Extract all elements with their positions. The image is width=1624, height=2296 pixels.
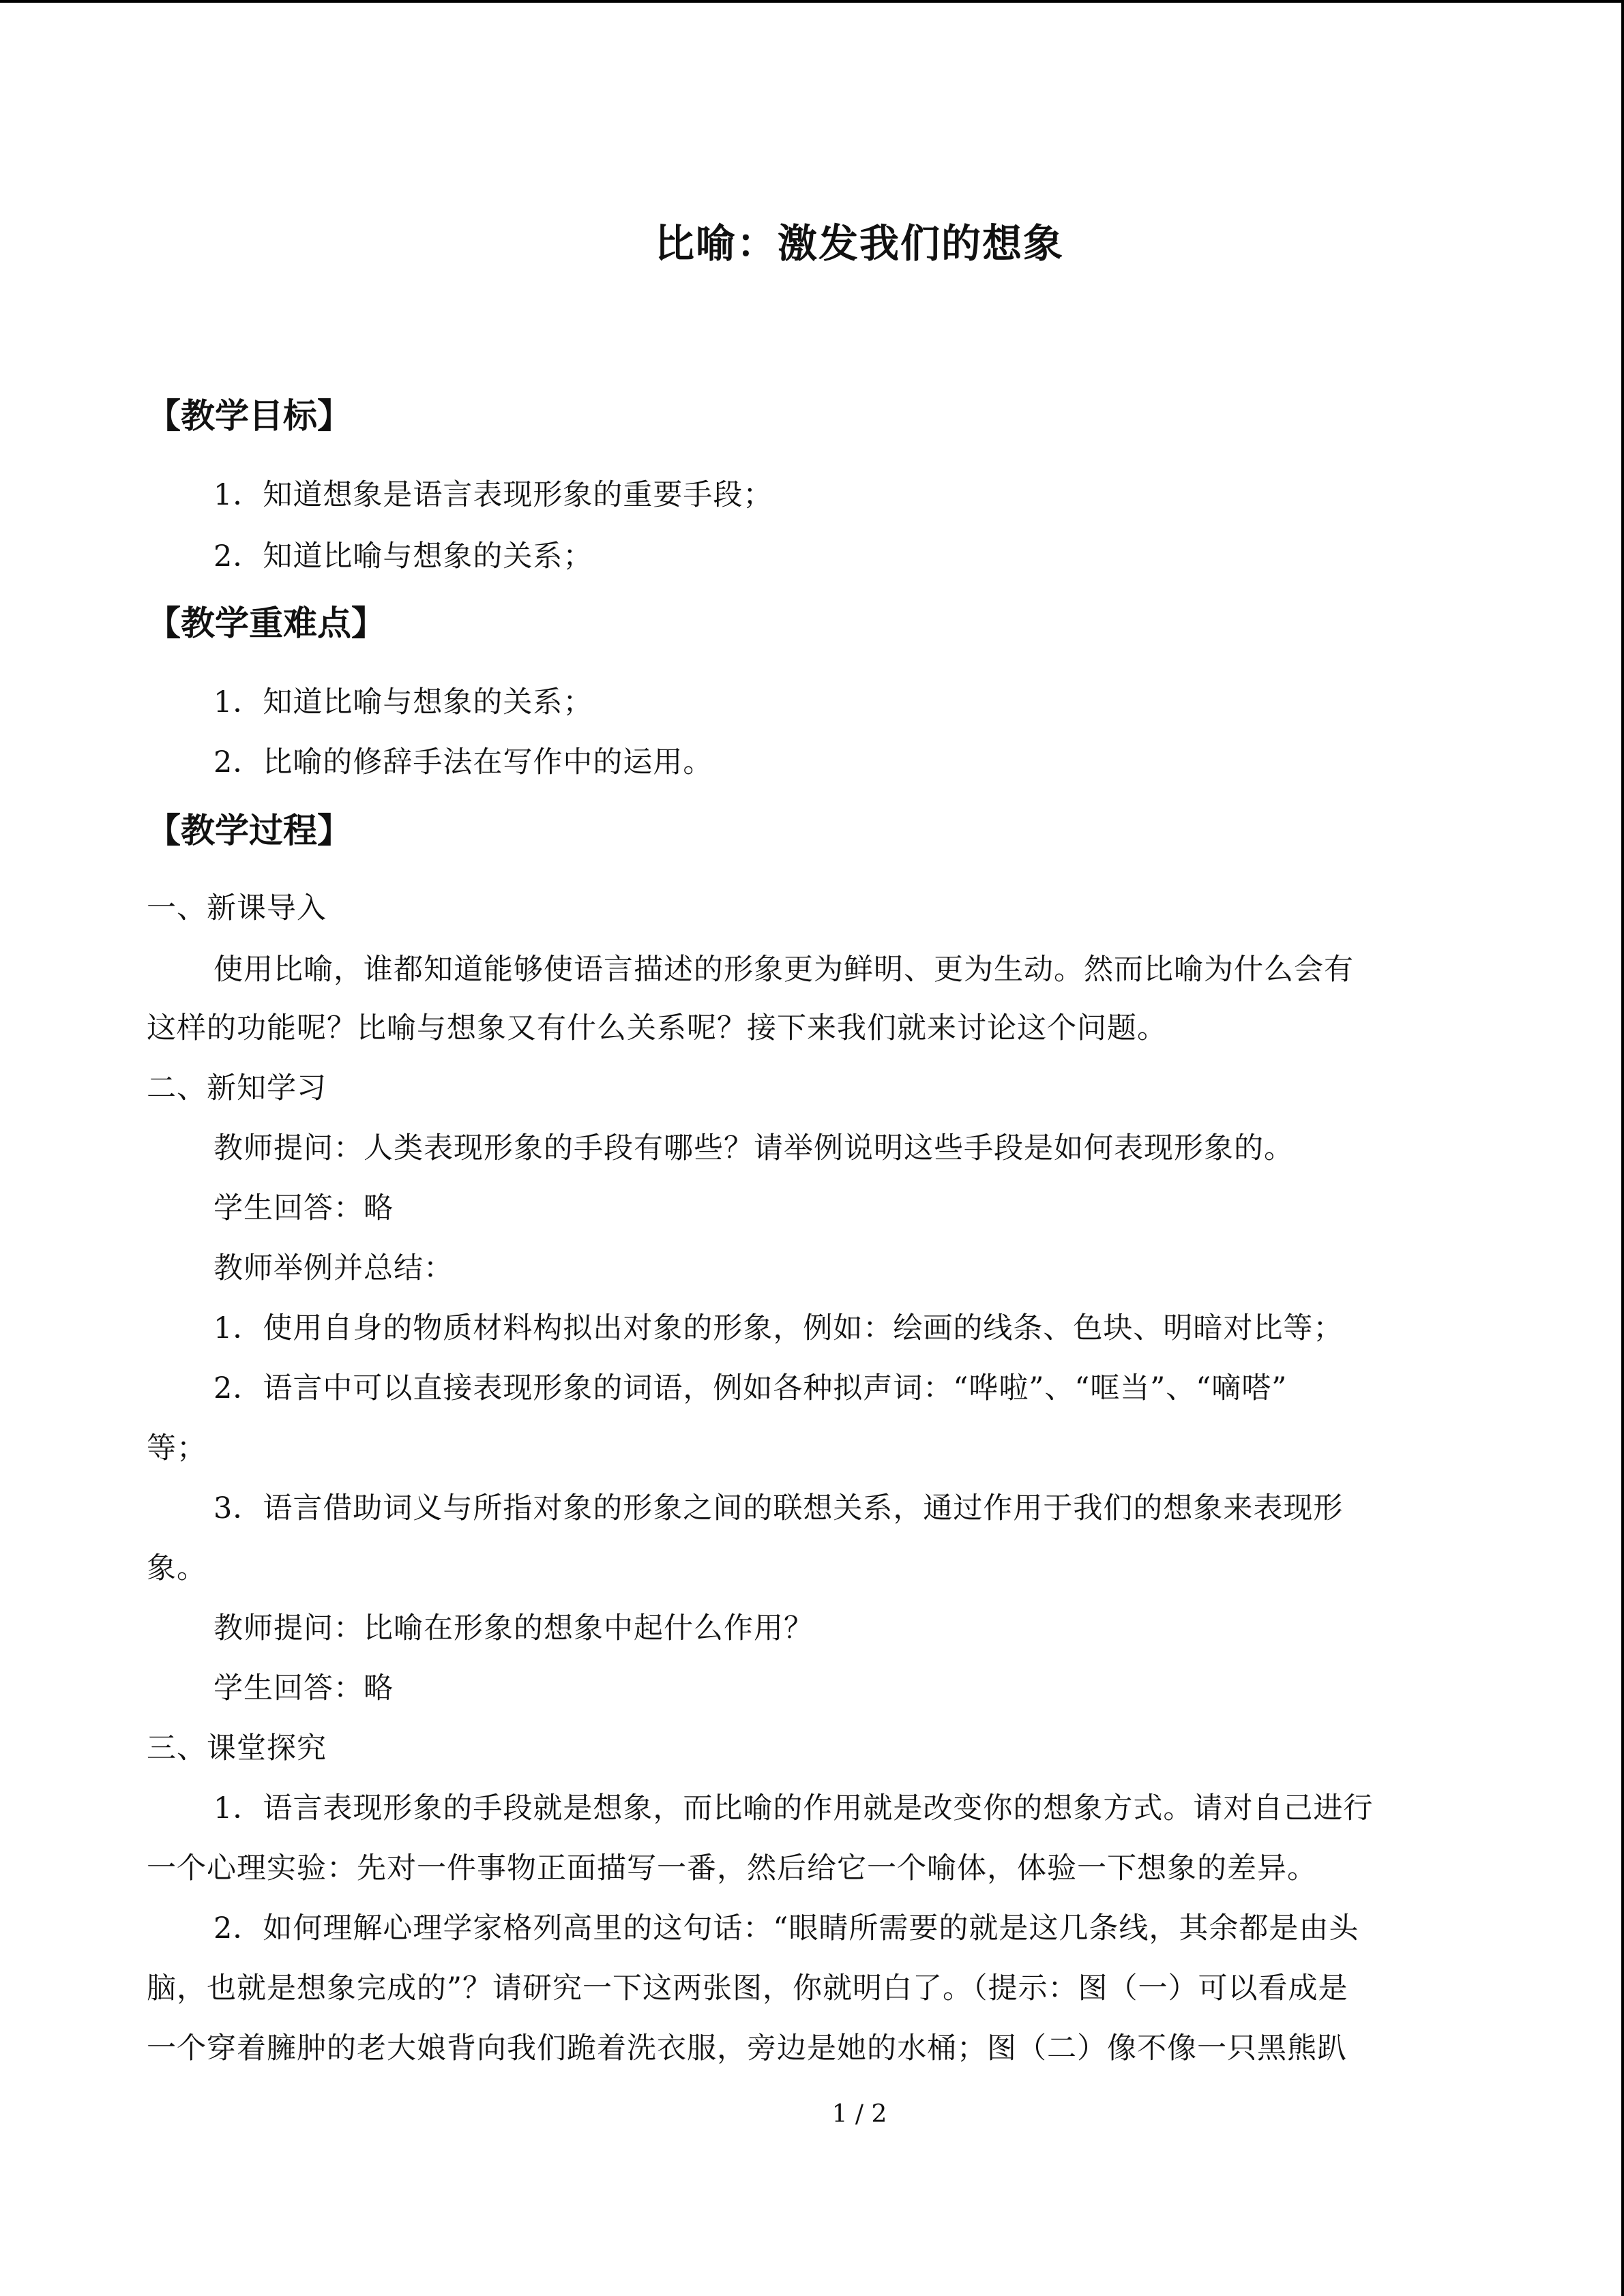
intro-heading: 一、新课导入 <box>147 891 327 925</box>
goal-item-1: 1．知道想象是语言表现形象的重要手段； <box>213 478 773 512</box>
summary-item-1: 1．使用自身的物质材料构拟出对象的形象，例如：绘画的线条、色块、明暗对比等； <box>213 1311 1344 1345</box>
summary-item-3-line-2: 象。 <box>147 1551 207 1585</box>
summary-item-2-line-1: 2．语言中可以直接表现形象的词语，例如各种拟声词：“哗啦”、“哐当”、“嘀嗒” <box>213 1371 1288 1405</box>
key-point-2: 2．比喻的修辞手法在写作中的运用。 <box>213 745 713 779</box>
teacher-question-1: 教师提问：人类表现形象的手段有哪些？请举例说明这些手段是如何表现形象的。 <box>213 1131 1294 1165</box>
summary-item-2-line-2: 等； <box>147 1431 207 1465</box>
intro-paragraph-line-2: 这样的功能呢？比喻与想象又有什么关系呢？接下来我们就来讨论这个问题。 <box>147 1011 1167 1045</box>
summary-item-3-line-1: 3．语言借助词义与所指对象的形象之间的联想关系，通过作用于我们的想象来表现形 <box>213 1491 1344 1525</box>
page-border-top <box>0 0 1624 3</box>
teacher-question-2: 教师提问：比喻在形象的想象中起什么作用？ <box>213 1611 814 1645</box>
page-border-right <box>1621 0 1624 2296</box>
goal-item-2: 2．知道比喻与想象的关系； <box>213 539 593 573</box>
key-points-heading: 【教学重难点】 <box>147 603 385 643</box>
new-knowledge-heading: 二、新知学习 <box>147 1071 327 1105</box>
explore-item-1-line-2: 一个心理实验：先对一件事物正面描写一番，然后给它一个喻体，体验一下想象的差异。 <box>147 1851 1317 1885</box>
process-heading: 【教学过程】 <box>147 810 351 850</box>
explore-item-2-line-3: 一个穿着臃肿的老大娘背向我们跪着洗衣服，旁边是她的水桶；图（二）像不像一只黑熊趴 <box>147 2031 1347 2066</box>
student-answer-1: 学生回答：略 <box>213 1191 394 1225</box>
student-answer-2: 学生回答：略 <box>213 1671 394 1705</box>
explore-heading: 三、课堂探究 <box>147 1731 327 1765</box>
explore-item-2-line-1: 2．如何理解心理学家格列高里的这句话：“眼睛所需要的就是这几条线，其余都是由头 <box>213 1911 1359 1945</box>
intro-paragraph-line-1: 使用比喻，谁都知道能够使语言描述的形象更为鲜明、更为生动。然而比喻为什么会有 <box>213 953 1354 987</box>
goals-heading: 【教学目标】 <box>147 396 351 436</box>
teacher-summary: 教师举例并总结： <box>213 1251 454 1285</box>
page-title: 比喻：激发我们的想象 <box>654 220 1064 267</box>
page-number: 1 / 2 <box>831 2100 887 2128</box>
explore-item-2-line-2: 脑，也就是想象完成的”？请研究一下这两张图，你就明白了。（提示：图（一）可以看成是 <box>147 1971 1348 2006</box>
explore-item-1-line-1: 1．语言表现形象的手段就是想象，而比喻的作用就是改变你的想象方式。请对自己进行 <box>213 1791 1374 1825</box>
key-point-1: 1．知道比喻与想象的关系； <box>213 685 593 719</box>
